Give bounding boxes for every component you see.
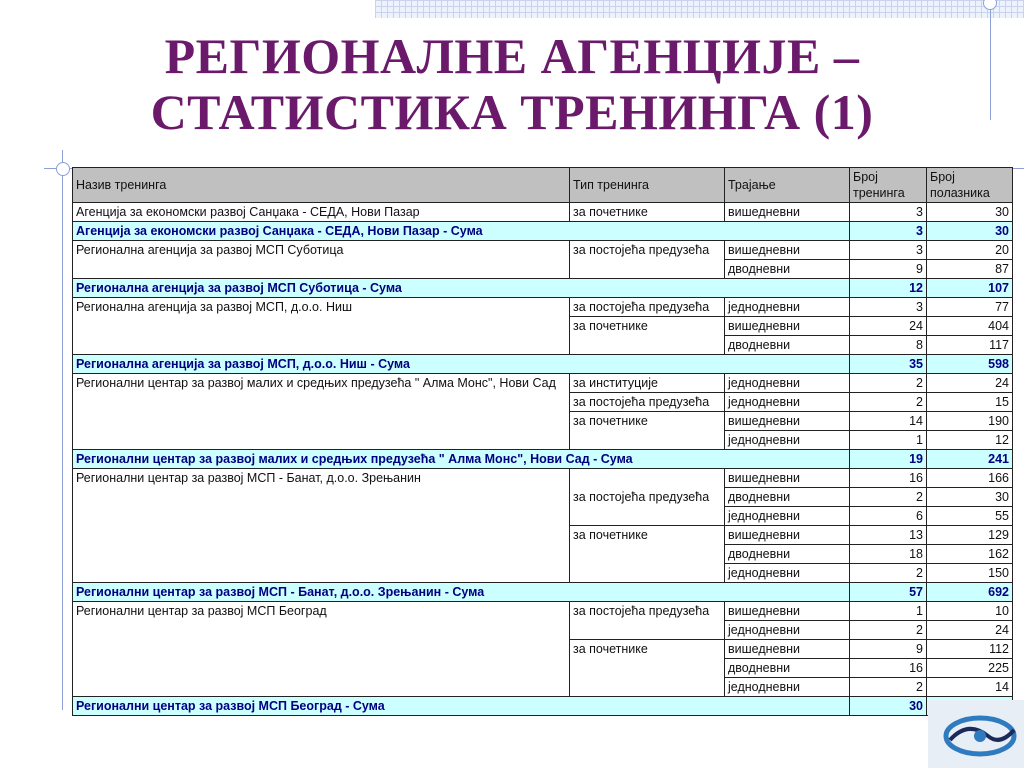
training-duration: једнодневни (725, 507, 850, 526)
header-participants-line2: полазника (930, 186, 990, 200)
training-participants: 24 (927, 621, 1013, 640)
sum-participants: 692 (927, 583, 1013, 602)
training-participants: 10 (927, 602, 1013, 621)
training-duration: вишедневни (725, 412, 850, 431)
sum-row (73, 355, 1013, 374)
training-type: за постојећа предузећа (570, 469, 725, 526)
table-row (73, 469, 1013, 488)
sum-participants: 107 (927, 279, 1013, 298)
sum-participants: 598 (927, 355, 1013, 374)
training-count: 14 (850, 412, 927, 431)
training-participants: 166 (927, 469, 1013, 488)
training-duration: једнодневни (725, 374, 850, 393)
training-participants: 190 (927, 412, 1013, 431)
sum-participants: 241 (927, 450, 1013, 469)
training-count: 3 (850, 298, 927, 317)
training-duration: једнодневни (725, 678, 850, 697)
training-type: за постојећа предузећа (570, 241, 725, 279)
sum-count: 3 (850, 222, 927, 241)
training-participants: 129 (927, 526, 1013, 545)
title-line-2: СТАТИСТИКА ТРЕНИНГА (1) (150, 84, 874, 140)
sum-label: Регионална агенција за развој МСП Суботица - Сума (73, 279, 850, 298)
training-duration: вишедневни (725, 640, 850, 659)
training-count: 16 (850, 659, 927, 678)
eye-logo-icon (928, 700, 1024, 768)
training-participants: 14 (927, 678, 1013, 697)
training-count: 2 (850, 621, 927, 640)
training-duration: вишедневни (725, 602, 850, 621)
training-count: 24 (850, 317, 927, 336)
table-row (73, 241, 1013, 260)
training-type: за постојећа предузећа (570, 393, 725, 412)
training-duration: вишедневни (725, 469, 850, 488)
training-count: 3 (850, 241, 927, 260)
page-title (0, 28, 1024, 140)
training-duration: једнодневни (725, 393, 850, 412)
training-duration: једнодневни (725, 431, 850, 450)
table-row (73, 203, 1013, 222)
logo (928, 700, 1024, 768)
header-name: Назив тренинга (73, 168, 570, 203)
header-type: Тип тренинга (570, 168, 725, 203)
sum-row (73, 279, 1013, 298)
training-participants: 77 (927, 298, 1013, 317)
training-count: 8 (850, 336, 927, 355)
training-name: Регионални центар за развој МСП - Банат, д.о.о. Зрењанин (73, 469, 570, 583)
training-statistics-table (72, 167, 1013, 716)
training-duration: вишедневни (725, 317, 850, 336)
training-duration: једнодневни (725, 298, 850, 317)
sum-label: Регионални центар за развој МСП - Банат, д.о.о. Зрењанин - Сума (73, 583, 850, 602)
training-count: 2 (850, 374, 927, 393)
training-count: 9 (850, 640, 927, 659)
table-row (73, 298, 1013, 317)
header-participants (927, 168, 1013, 203)
training-participants: 12 (927, 431, 1013, 450)
sum-row (73, 450, 1013, 469)
title-line-1: РЕГИОНАЛНЕ АГЕНЦИЈЕ – (164, 28, 860, 84)
training-duration: дводневни (725, 545, 850, 564)
training-duration: вишедневни (725, 526, 850, 545)
sum-count: 57 (850, 583, 927, 602)
training-count: 6 (850, 507, 927, 526)
training-name: Регионална агенција за развој МСП Суботица (73, 241, 570, 279)
training-duration: вишедневни (725, 241, 850, 260)
header-count-line1: Број (853, 170, 878, 184)
training-participants: 55 (927, 507, 1013, 526)
training-count: 1 (850, 431, 927, 450)
training-participants: 30 (927, 488, 1013, 507)
training-type: за почетнике (570, 526, 725, 583)
training-participants: 117 (927, 336, 1013, 355)
training-participants: 225 (927, 659, 1013, 678)
training-name: Регионални центар за развој МСП Београд (73, 602, 570, 697)
table-row (73, 602, 1013, 621)
sum-participants: 30 (927, 222, 1013, 241)
training-duration: дводневни (725, 260, 850, 279)
header-duration: Трајање (725, 168, 850, 203)
training-type: за почетнике (570, 317, 725, 355)
training-participants: 20 (927, 241, 1013, 260)
sum-label: Регионални центар за развој МСП Београд - Сума (73, 697, 850, 716)
training-type: за почетнике (570, 412, 725, 450)
decorative-grid (375, 0, 1024, 18)
header-count (850, 168, 927, 203)
training-participants: 112 (927, 640, 1013, 659)
sum-count: 12 (850, 279, 927, 298)
training-duration: дводневни (725, 336, 850, 355)
training-type: за институције (570, 374, 725, 393)
table-header-row (73, 168, 1013, 203)
training-type: за почетнике (570, 203, 725, 222)
training-count: 2 (850, 488, 927, 507)
sum-row (73, 583, 1013, 602)
training-name: Регионална агенција за развој МСП, д.о.о. Ниш (73, 298, 570, 355)
training-duration: дводневни (725, 659, 850, 678)
sum-row (73, 697, 1013, 716)
training-count: 1 (850, 602, 927, 621)
training-participants: 150 (927, 564, 1013, 583)
training-name: Регионални центар за развој малих и средњих предузећа " Алма Монс", Нови Сад (73, 374, 570, 450)
decorative-line-left (62, 150, 63, 710)
training-duration: једнодневни (725, 564, 850, 583)
sum-count: 35 (850, 355, 927, 374)
sum-label: Регионална агенција за развој МСП, д.о.о. Ниш - Сума (73, 355, 850, 374)
training-count: 18 (850, 545, 927, 564)
training-duration: вишедневни (725, 203, 850, 222)
training-type: за почетнике (570, 640, 725, 697)
training-duration: дводневни (725, 488, 850, 507)
training-participants: 162 (927, 545, 1013, 564)
training-participants: 30 (927, 203, 1013, 222)
training-name: Агенција за економски развој Санџака - СЕДА, Нови Пазар (73, 203, 570, 222)
training-participants: 24 (927, 374, 1013, 393)
training-duration: једнодневни (725, 621, 850, 640)
training-participants: 15 (927, 393, 1013, 412)
header-participants-line1: Број (930, 170, 955, 184)
training-count: 9 (850, 260, 927, 279)
table-row (73, 374, 1013, 393)
training-participants: 87 (927, 260, 1013, 279)
header-count-line2: тренинга (853, 186, 905, 200)
training-count: 2 (850, 564, 927, 583)
training-type: за постојећа предузећа (570, 298, 725, 317)
sum-count: 19 (850, 450, 927, 469)
sum-label: Регионални центар за развој малих и средњих предузећа " Алма Монс", Нови Сад - Сума (73, 450, 850, 469)
training-participants: 404 (927, 317, 1013, 336)
training-count: 2 (850, 678, 927, 697)
sum-label: Агенција за економски развој Санџака - СЕДА, Нови Пазар - Сума (73, 222, 850, 241)
sum-row (73, 222, 1013, 241)
decorative-circle-left (56, 162, 70, 176)
training-count: 13 (850, 526, 927, 545)
training-count: 3 (850, 203, 927, 222)
sum-count: 30 (850, 697, 927, 716)
training-count: 16 (850, 469, 927, 488)
training-type: за постојећа предузећа (570, 602, 725, 640)
training-count: 2 (850, 393, 927, 412)
